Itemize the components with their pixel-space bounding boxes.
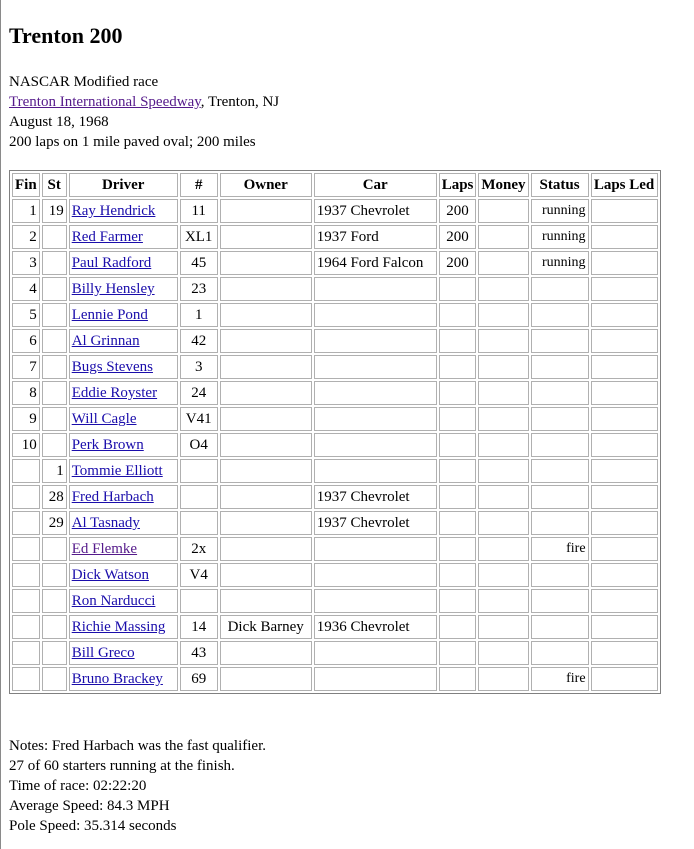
cell-owner — [220, 329, 312, 353]
cell-fin: 6 — [12, 329, 40, 353]
cell-money — [478, 459, 528, 483]
cell-start: 19 — [42, 199, 67, 223]
cell-car — [314, 641, 437, 665]
cell-start — [42, 641, 67, 665]
cell-start — [42, 615, 67, 639]
cell-fin — [12, 459, 40, 483]
cell-fin: 9 — [12, 407, 40, 431]
cell-driver — [69, 615, 178, 639]
cell-laps-led — [591, 199, 658, 223]
cell-laps — [439, 303, 477, 327]
table-row — [12, 511, 658, 535]
driver-link[interactable]: Al Tasnady — [71, 515, 140, 531]
cell-start — [42, 381, 67, 405]
cell-status — [531, 485, 589, 509]
cell-start — [42, 537, 67, 561]
cell-money — [478, 355, 528, 379]
table-row — [12, 329, 658, 353]
cell-car — [314, 303, 437, 327]
cell-number: 2x — [180, 537, 218, 561]
driver-link[interactable]: Lennie Pond — [71, 307, 148, 323]
note-running: 27 of 60 starters running at the finish. — [9, 758, 235, 774]
cell-car — [314, 563, 437, 587]
cell-number: O4 — [180, 433, 218, 457]
cell-owner — [220, 433, 312, 457]
cell-laps-led — [591, 615, 658, 639]
cell-status — [531, 641, 589, 665]
results-table-body — [12, 199, 658, 691]
cell-driver — [69, 641, 178, 665]
cell-money — [478, 199, 528, 223]
race-info — [9, 72, 279, 152]
cell-status — [531, 589, 589, 613]
driver-link[interactable]: Bugs Stevens — [71, 359, 153, 375]
header-fin: Fin — [12, 173, 40, 197]
cell-laps-led — [591, 303, 658, 327]
cell-driver — [69, 485, 178, 509]
cell-laps-led — [591, 485, 658, 509]
cell-owner — [220, 303, 312, 327]
cell-laps-led — [591, 277, 658, 301]
driver-link[interactable]: Bill Greco — [71, 645, 135, 661]
cell-laps — [439, 563, 477, 587]
cell-laps — [439, 667, 477, 691]
cell-start: 1 — [42, 459, 67, 483]
cell-owner — [220, 251, 312, 275]
cell-number: XL1 — [180, 225, 218, 249]
cell-owner — [220, 459, 312, 483]
table-row — [12, 459, 658, 483]
header-status: Status — [531, 173, 589, 197]
cell-fin: 7 — [12, 355, 40, 379]
driver-link[interactable]: Ray Hendrick — [71, 203, 156, 219]
cell-owner — [220, 277, 312, 301]
cell-car: 1937 Chevrolet — [314, 199, 437, 223]
cell-driver — [69, 407, 178, 431]
cell-laps — [439, 355, 477, 379]
cell-laps-led — [591, 641, 658, 665]
cell-money — [478, 433, 528, 457]
table-row — [12, 589, 658, 613]
cell-start — [42, 225, 67, 249]
cell-laps-led — [591, 589, 658, 613]
cell-driver — [69, 225, 178, 249]
cell-status — [531, 303, 589, 327]
cell-number: V4 — [180, 563, 218, 587]
cell-car — [314, 381, 437, 405]
cell-number: 23 — [180, 277, 218, 301]
cell-driver — [69, 459, 178, 483]
driver-link[interactable]: Paul Radford — [71, 255, 152, 271]
cell-car — [314, 355, 437, 379]
note-time-of-race: Time of race: 02:22:20 — [9, 778, 147, 794]
cell-laps-led — [591, 537, 658, 561]
cell-laps — [439, 511, 477, 535]
cell-driver — [69, 303, 178, 327]
cell-laps-led — [591, 251, 658, 275]
table-row — [12, 225, 658, 249]
table-row — [12, 381, 658, 405]
results-table — [9, 170, 661, 694]
cell-owner — [220, 563, 312, 587]
cell-money — [478, 641, 528, 665]
cell-status: fire — [531, 537, 589, 561]
cell-laps-led — [591, 381, 658, 405]
cell-driver — [69, 251, 178, 275]
left-border-rule — [0, 0, 1, 849]
cell-laps-led — [591, 433, 658, 457]
cell-laps — [439, 381, 477, 405]
cell-start — [42, 407, 67, 431]
cell-status: fire — [531, 667, 589, 691]
header-number: # — [180, 173, 218, 197]
table-row — [12, 277, 658, 301]
cell-start: 29 — [42, 511, 67, 535]
cell-money — [478, 589, 528, 613]
cell-money — [478, 303, 528, 327]
cell-laps-led — [591, 329, 658, 353]
table-row — [12, 251, 658, 275]
driver-link[interactable]: Fred Harbach — [71, 489, 154, 505]
cell-start — [42, 303, 67, 327]
table-row — [12, 537, 658, 561]
cell-number — [180, 485, 218, 509]
cell-number: 45 — [180, 251, 218, 275]
cell-laps-led — [591, 511, 658, 535]
track-link[interactable]: Trenton International Speedway — [9, 94, 201, 110]
cell-driver — [69, 563, 178, 587]
cell-status — [531, 615, 589, 639]
driver-link[interactable]: Eddie Royster — [71, 385, 158, 401]
table-header-row — [12, 173, 658, 197]
cell-number: 42 — [180, 329, 218, 353]
cell-owner — [220, 511, 312, 535]
race-notes — [9, 736, 266, 836]
cell-car — [314, 667, 437, 691]
driver-link[interactable]: Dick Watson — [71, 567, 149, 583]
cell-driver — [69, 511, 178, 535]
cell-fin — [12, 537, 40, 561]
race-date: August 18, 1968 — [9, 114, 109, 130]
page-title: Trenton 200 — [9, 23, 123, 48]
table-row — [12, 563, 658, 587]
cell-laps-led — [591, 667, 658, 691]
cell-owner — [220, 381, 312, 405]
table-row — [12, 199, 658, 223]
cell-laps — [439, 329, 477, 353]
cell-money — [478, 407, 528, 431]
table-row — [12, 641, 658, 665]
cell-money — [478, 667, 528, 691]
cell-laps: 200 — [439, 251, 477, 275]
driver-link[interactable]: Will Cagle — [71, 411, 137, 427]
cell-car: 1964 Ford Falcon — [314, 251, 437, 275]
cell-laps-led — [591, 225, 658, 249]
cell-owner: Dick Barney — [220, 615, 312, 639]
cell-money — [478, 329, 528, 353]
cell-status — [531, 433, 589, 457]
driver-link[interactable]: Al Grinnan — [71, 333, 140, 349]
table-row — [12, 303, 658, 327]
race-track-line — [9, 92, 279, 112]
cell-owner — [220, 641, 312, 665]
cell-start — [42, 433, 67, 457]
results-table-wrapper — [9, 170, 661, 694]
note-fast-qualifier: Notes: Fred Harbach was the fast qualifier. — [9, 738, 266, 754]
cell-driver — [69, 381, 178, 405]
cell-driver — [69, 355, 178, 379]
driver-link[interactable]: Ron Narducci — [71, 593, 156, 609]
cell-car — [314, 589, 437, 613]
cell-status — [531, 459, 589, 483]
driver-link[interactable]: Richie Massing — [71, 619, 166, 635]
cell-start — [42, 355, 67, 379]
cell-number: 1 — [180, 303, 218, 327]
cell-start — [42, 563, 67, 587]
cell-money — [478, 563, 528, 587]
note-average-speed: Average Speed: 84.3 MPH — [9, 798, 170, 814]
cell-number: 69 — [180, 667, 218, 691]
cell-owner — [220, 589, 312, 613]
cell-owner — [220, 537, 312, 561]
cell-status — [531, 407, 589, 431]
race-distance: 200 laps on 1 mile paved oval; 200 miles — [9, 134, 256, 150]
cell-fin: 10 — [12, 433, 40, 457]
cell-fin — [12, 641, 40, 665]
cell-laps — [439, 641, 477, 665]
cell-money — [478, 381, 528, 405]
cell-money — [478, 615, 528, 639]
cell-status — [531, 563, 589, 587]
table-row — [12, 615, 658, 639]
cell-car — [314, 459, 437, 483]
cell-status: running — [531, 199, 589, 223]
cell-owner — [220, 407, 312, 431]
race-type: NASCAR Modified race — [9, 74, 159, 90]
cell-driver — [69, 329, 178, 353]
cell-laps — [439, 537, 477, 561]
header-laps: Laps — [439, 173, 477, 197]
cell-status — [531, 511, 589, 535]
cell-driver — [69, 537, 178, 561]
cell-owner — [220, 485, 312, 509]
cell-status — [531, 329, 589, 353]
table-row — [12, 485, 658, 509]
cell-driver — [69, 433, 178, 457]
driver-link[interactable]: Ed Flemke — [71, 541, 138, 557]
cell-driver — [69, 277, 178, 301]
cell-driver — [69, 589, 178, 613]
driver-link[interactable]: Perk Brown — [71, 437, 144, 453]
cell-driver — [69, 667, 178, 691]
cell-laps: 200 — [439, 225, 477, 249]
header-driver: Driver — [69, 173, 178, 197]
cell-laps — [439, 459, 477, 483]
cell-number: 3 — [180, 355, 218, 379]
cell-car — [314, 433, 437, 457]
note-pole-speed: Pole Speed: 35.314 seconds — [9, 818, 177, 834]
cell-fin: 2 — [12, 225, 40, 249]
cell-owner — [220, 225, 312, 249]
cell-car: 1936 Chevrolet — [314, 615, 437, 639]
header-car: Car — [314, 173, 437, 197]
driver-link[interactable]: Billy Hensley — [71, 281, 155, 297]
cell-fin — [12, 511, 40, 535]
cell-money — [478, 511, 528, 535]
cell-owner — [220, 199, 312, 223]
cell-owner — [220, 355, 312, 379]
cell-start — [42, 589, 67, 613]
cell-car: 1937 Ford — [314, 225, 437, 249]
cell-number — [180, 589, 218, 613]
cell-status: running — [531, 225, 589, 249]
cell-fin: 1 — [12, 199, 40, 223]
cell-car — [314, 537, 437, 561]
cell-number: 24 — [180, 381, 218, 405]
cell-laps — [439, 433, 477, 457]
driver-link[interactable]: Bruno Brackey — [71, 671, 163, 687]
header-st: St — [42, 173, 67, 197]
cell-laps-led — [591, 459, 658, 483]
cell-laps-led — [591, 355, 658, 379]
header-laps-led: Laps Led — [591, 173, 658, 197]
cell-start — [42, 251, 67, 275]
cell-fin: 4 — [12, 277, 40, 301]
cell-laps — [439, 277, 477, 301]
cell-number — [180, 459, 218, 483]
cell-car: 1937 Chevrolet — [314, 511, 437, 535]
table-row — [12, 667, 658, 691]
cell-car — [314, 407, 437, 431]
cell-start — [42, 667, 67, 691]
cell-number: 14 — [180, 615, 218, 639]
cell-car — [314, 277, 437, 301]
cell-money — [478, 485, 528, 509]
driver-link[interactable]: Red Farmer — [71, 229, 143, 245]
cell-owner — [220, 667, 312, 691]
cell-money — [478, 225, 528, 249]
cell-number — [180, 511, 218, 535]
cell-laps: 200 — [439, 199, 477, 223]
header-owner: Owner — [220, 173, 312, 197]
cell-laps — [439, 615, 477, 639]
cell-money — [478, 537, 528, 561]
table-row — [12, 407, 658, 431]
cell-status — [531, 355, 589, 379]
table-row — [12, 433, 658, 457]
cell-driver — [69, 199, 178, 223]
cell-laps-led — [591, 563, 658, 587]
cell-laps — [439, 589, 477, 613]
cell-number: V41 — [180, 407, 218, 431]
track-location: , Trenton, NJ — [200, 94, 280, 110]
cell-status — [531, 381, 589, 405]
cell-fin: 8 — [12, 381, 40, 405]
cell-laps-led — [591, 407, 658, 431]
cell-start — [42, 329, 67, 353]
driver-link[interactable]: Tommie Elliott — [71, 463, 163, 479]
table-row — [12, 355, 658, 379]
cell-fin — [12, 667, 40, 691]
cell-status — [531, 277, 589, 301]
cell-number: 11 — [180, 199, 218, 223]
cell-fin — [12, 563, 40, 587]
cell-fin: 5 — [12, 303, 40, 327]
cell-fin — [12, 589, 40, 613]
cell-money — [478, 251, 528, 275]
cell-start — [42, 277, 67, 301]
cell-car — [314, 329, 437, 353]
cell-money — [478, 277, 528, 301]
header-money: Money — [478, 173, 528, 197]
cell-fin — [12, 485, 40, 509]
cell-car: 1937 Chevrolet — [314, 485, 437, 509]
cell-fin — [12, 615, 40, 639]
cell-start: 28 — [42, 485, 67, 509]
cell-laps — [439, 407, 477, 431]
cell-status: running — [531, 251, 589, 275]
cell-fin: 3 — [12, 251, 40, 275]
cell-number: 43 — [180, 641, 218, 665]
cell-laps — [439, 485, 477, 509]
